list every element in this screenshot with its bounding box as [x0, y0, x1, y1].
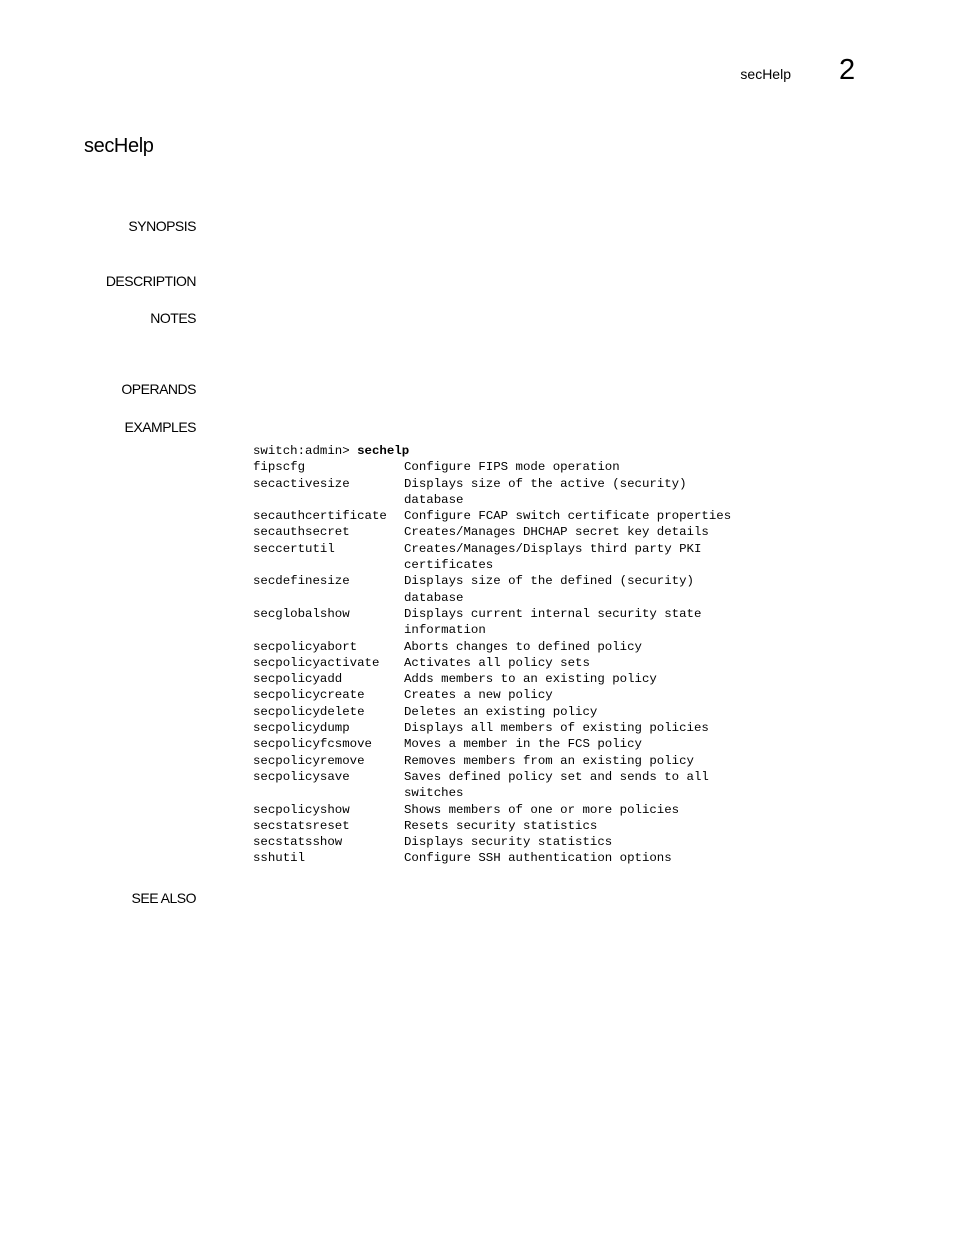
command-name: secactivesize — [253, 476, 350, 491]
command-description: Displays security statistics — [404, 835, 613, 850]
command-name: secpolicysave — [253, 769, 350, 784]
table-row — [253, 671, 764, 687]
command-description: Deletes an existing policy — [404, 704, 598, 719]
table-row — [253, 687, 764, 703]
command-name: secpolicyfcsmove — [253, 737, 372, 752]
table-row — [253, 753, 764, 769]
command-name: secpolicycreate — [253, 688, 365, 703]
command-name: sshutil — [253, 851, 306, 866]
command-name: seccertutil — [253, 541, 335, 556]
chapter-number: 2 — [839, 54, 856, 86]
command-description: Configure FCAP switch certificate properties — [404, 509, 732, 524]
command-name: secstatsreset — [253, 818, 350, 833]
section-description: DESCRIPTION — [105, 273, 196, 289]
command-name: secpolicydelete — [253, 704, 365, 719]
command-name: secpolicyabort — [253, 639, 358, 654]
table-row — [253, 476, 764, 509]
command-name: fipscfg — [253, 460, 306, 475]
table-row — [253, 639, 764, 655]
command-name: secpolicyadd — [253, 672, 343, 687]
table-row — [253, 541, 764, 574]
page-title: secHelp — [84, 135, 154, 157]
command-line — [253, 443, 764, 459]
table-row — [253, 769, 764, 802]
command-description: Resets security statistics — [404, 818, 598, 833]
section-operands: OPERANDS — [121, 381, 196, 397]
table-row — [253, 720, 764, 736]
running-header-title: secHelp — [740, 66, 791, 82]
table-row — [253, 524, 764, 540]
command-name: secauthsecret — [253, 525, 350, 540]
table-row — [253, 850, 764, 866]
example-output — [253, 459, 764, 866]
command-description: Creates/Manages DHCHAP secret key details — [404, 525, 709, 540]
command-description: Creates/Manages/Displays third party PKI certificates — [404, 541, 702, 573]
table-row — [253, 736, 764, 752]
section-synopsis: SYNOPSIS — [128, 218, 196, 234]
typed-command: sechelp — [357, 444, 410, 458]
command-description: Removes members from an existing policy — [404, 753, 694, 768]
command-description: Displays all members of existing policies — [404, 721, 709, 736]
table-row — [253, 834, 764, 850]
section-see-also: SEE ALSO — [131, 890, 196, 906]
command-name: secpolicyshow — [253, 802, 350, 817]
command-description: Adds members to an existing policy — [404, 672, 657, 687]
section-examples: EXAMPLES — [124, 419, 196, 435]
command-description: Displays size of the defined (security) database — [404, 574, 694, 605]
command-name: secdefinesize — [253, 574, 350, 589]
command-name: secstatsshow — [253, 835, 343, 850]
table-row — [253, 606, 764, 639]
example-code-block — [253, 443, 764, 867]
command-description: Saves defined policy set and sends to all switches — [404, 769, 709, 801]
table-row — [253, 508, 764, 524]
command-description: Shows members of one or more policies — [404, 802, 680, 817]
command-name: secpolicyactivate — [253, 655, 380, 670]
command-description: Displays current internal security state information — [404, 606, 702, 638]
command-description: Aborts changes to defined policy — [404, 639, 642, 654]
table-row — [253, 573, 764, 606]
command-name: secauthcertificate — [253, 509, 387, 524]
table-row — [253, 655, 764, 671]
table-row — [253, 818, 764, 834]
command-description: Creates a new policy — [404, 688, 553, 703]
command-description: Configure SSH authentication options — [404, 851, 672, 866]
table-row — [253, 802, 764, 818]
command-description: Displays size of the active (security) database — [404, 476, 687, 507]
table-row — [253, 459, 764, 475]
shell-prompt: switch:admin> — [253, 444, 358, 458]
command-name: secglobalshow — [253, 606, 350, 621]
command-name: secpolicydump — [253, 721, 350, 736]
table-row — [253, 704, 764, 720]
section-notes: NOTES — [150, 310, 196, 326]
command-name: secpolicyremove — [253, 753, 365, 768]
command-description: Configure FIPS mode operation — [404, 460, 620, 475]
command-description: Activates all policy sets — [404, 655, 590, 670]
command-description: Moves a member in the FCS policy — [404, 737, 642, 752]
